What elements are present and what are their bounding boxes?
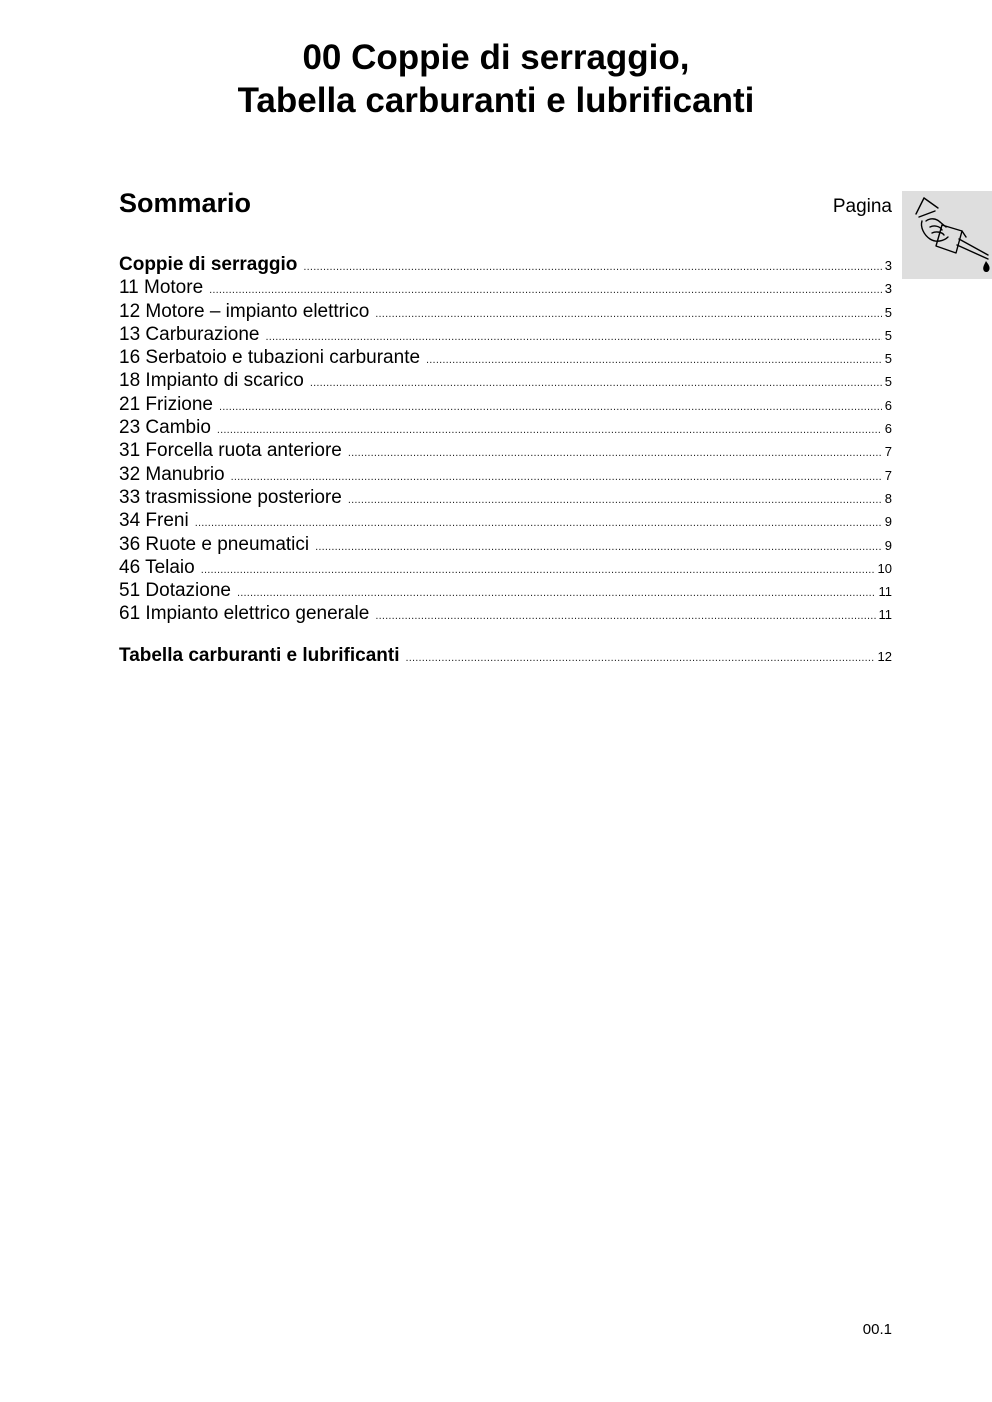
toc-entry[interactable] <box>119 369 892 392</box>
toc-entry[interactable] <box>119 439 892 462</box>
toc-entry-page: 5 <box>884 327 892 343</box>
toc-entry-page: 6 <box>884 421 892 437</box>
leader-dots <box>201 559 875 582</box>
toc-entry-label: 11 Motore <box>119 277 204 299</box>
toc-entry-label: Coppie di serraggio <box>119 254 298 275</box>
page-title <box>0 36 992 122</box>
contents-header <box>119 188 892 228</box>
toc-entry[interactable] <box>119 276 892 299</box>
toc-entry[interactable] <box>119 346 892 369</box>
toc-entry-label: 46 Telaio <box>119 556 195 578</box>
toc-entry-label: 16 Serbatoio e tubazioni carburante <box>119 347 421 369</box>
toc-entry-label: 13 Carburazione <box>119 323 260 345</box>
toc-entry[interactable] <box>119 463 892 486</box>
toc-entry-page: 5 <box>884 304 892 320</box>
contents-heading: Sommario <box>119 188 252 218</box>
toc-entry-label: 34 Freni <box>119 510 189 532</box>
leader-dots <box>426 349 882 372</box>
toc-entry-label: 31 Forcella ruota anteriore <box>119 440 342 462</box>
toc-entry-page: 7 <box>884 467 892 483</box>
leader-dots <box>310 372 882 395</box>
toc-entry-page: 5 <box>884 374 892 390</box>
toc-entry[interactable] <box>119 300 892 323</box>
toc-entry[interactable] <box>119 533 892 556</box>
leader-dots <box>406 647 875 670</box>
leader-dots <box>219 396 882 419</box>
toc-entry-page: 10 <box>877 560 892 576</box>
toc-entry[interactable] <box>119 644 892 667</box>
toc-entry-label: 21 Frizione <box>119 393 213 415</box>
table-of-contents <box>119 253 892 667</box>
leader-dots <box>348 489 882 512</box>
toc-entry-label: 18 Impianto di scarico <box>119 370 304 392</box>
toc-entry[interactable] <box>119 323 892 346</box>
toc-entry-page: 12 <box>877 648 892 664</box>
toc-entry-label: 33 trasmissione posteriore <box>119 486 342 508</box>
page-column-label: Pagina <box>832 196 892 217</box>
toc-entry-label: Tabella carburanti e lubrificanti <box>119 644 400 666</box>
toc-entry[interactable] <box>119 486 892 509</box>
page-number: 00.1 <box>862 1321 892 1338</box>
toc-entry[interactable] <box>119 253 892 276</box>
toc-entry[interactable] <box>119 509 892 532</box>
toc-entry-label: 12 Motore – impianto elettrico <box>119 300 370 322</box>
toc-entry-label: 32 Manubrio <box>119 463 225 485</box>
title-line-1: 00 Coppie di serraggio, <box>302 38 690 77</box>
toc-entry-label: 36 Ruote e pneumatici <box>119 533 310 555</box>
leader-dots <box>303 256 881 279</box>
leader-dots <box>375 303 881 326</box>
toc-entry[interactable] <box>119 556 892 579</box>
toc-entry[interactable] <box>119 602 892 625</box>
toc-entry-label: 51 Dotazione <box>119 580 231 602</box>
toc-entry-label: 23 Cambio <box>119 417 211 439</box>
leader-dots <box>348 442 882 465</box>
toc-entry[interactable] <box>119 579 892 602</box>
oil-can-icon <box>902 191 992 279</box>
toc-entry-page: 9 <box>884 514 892 530</box>
toc-entry[interactable] <box>119 416 892 439</box>
leader-dots <box>315 536 882 559</box>
toc-entry-page: 8 <box>884 490 892 506</box>
toc-entry-page: 3 <box>884 258 892 273</box>
title-line-2: Tabella carburanti e lubrificanti <box>237 81 755 120</box>
section-tab <box>902 191 992 279</box>
toc-entry-page: 9 <box>884 537 892 553</box>
toc-entry-label: 61 Impianto elettrico generale <box>119 603 370 625</box>
toc-entry-page: 7 <box>884 444 892 460</box>
toc-entry-page: 11 <box>878 584 892 600</box>
toc-entry[interactable] <box>119 393 892 416</box>
leader-dots <box>375 605 875 628</box>
toc-entry-page: 3 <box>884 281 892 297</box>
toc-entry-page: 6 <box>884 397 892 413</box>
toc-entry-page: 5 <box>884 351 892 367</box>
toc-entry-page: 11 <box>878 607 892 623</box>
